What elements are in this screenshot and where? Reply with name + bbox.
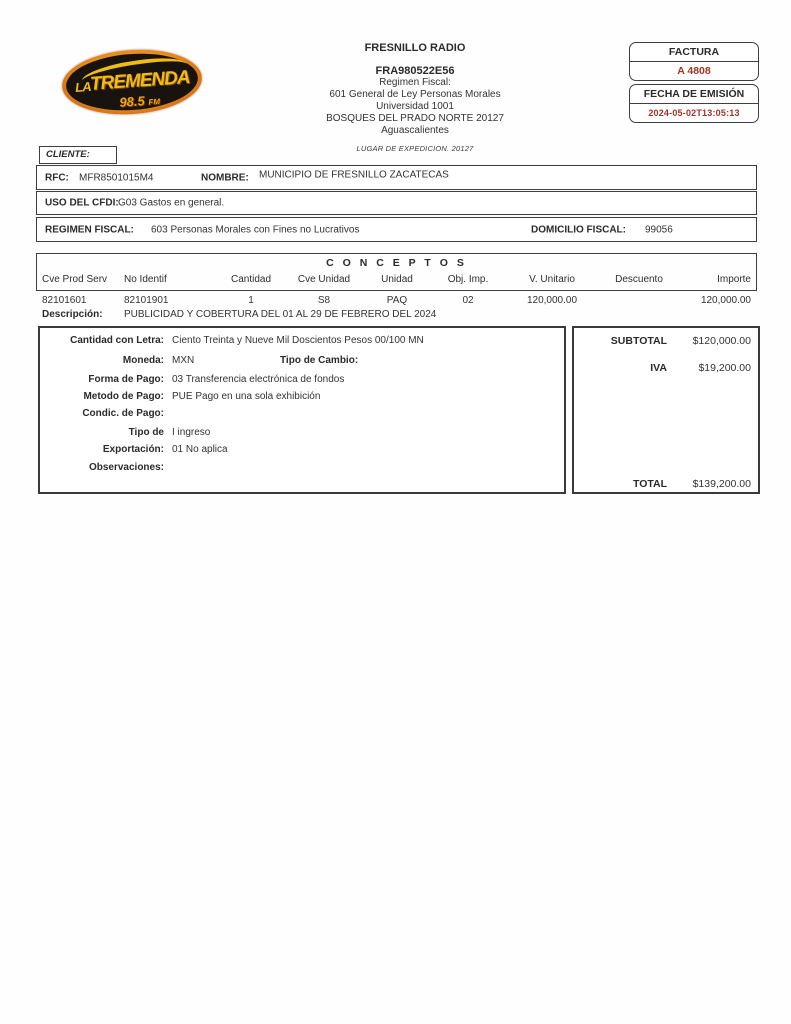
payment-row-metodo-pago: [40, 391, 564, 402]
iva-value: $19,200.00: [698, 362, 751, 374]
nombre-value: MUNICIPIO DE FRESNILLO ZACATECAS: [259, 169, 449, 180]
uso-cfdi-label: USO DEL CFDI:: [45, 197, 119, 209]
payment-row-observaciones: [40, 462, 564, 473]
cell-cantidad: 1: [248, 295, 254, 306]
conceptos-header-row: [36, 274, 757, 285]
header-no-identif: No Identif: [124, 274, 167, 285]
header-obj-imp: Obj. Imp.: [447, 274, 489, 285]
conceptos-data-row: [36, 295, 757, 306]
payment-row-cantidad-letra: [40, 335, 564, 346]
cell-cve-unidad: S8: [317, 295, 331, 306]
issuer-regimen: 601 General de Ley Personas Morales: [329, 89, 501, 100]
iva-row: [574, 362, 751, 374]
cell-obj-imp: 02: [462, 295, 474, 306]
subtotal-label: SUBTOTAL: [610, 335, 667, 347]
fecha-emision-box: [629, 84, 759, 123]
rfc-label: RFC:: [45, 172, 69, 183]
conceptos-table: [36, 253, 757, 291]
payment-row-moneda: [40, 355, 564, 366]
fecha-emision-label: FECHA DE EMISIÓN: [630, 85, 758, 104]
issuer-regimen-label: Regimen Fiscal:: [379, 77, 451, 88]
payment-row-exportacion: [40, 444, 564, 455]
nombre-label: NOMBRE:: [201, 172, 249, 183]
domicilio-fiscal-label: DOMICILIO FISCAL:: [531, 224, 626, 235]
logo-brand-la: LA: [74, 78, 92, 95]
descripcion-row: [36, 309, 757, 320]
payment-row-forma-pago: [40, 374, 564, 385]
uso-cfdi-row: [36, 191, 757, 215]
tipo-cambio-label: Tipo de Cambio:: [280, 355, 359, 366]
total-label: TOTAL: [632, 478, 667, 490]
conceptos-title: C O N C E P T O S: [326, 257, 467, 269]
regimen-fiscal-label: REGIMEN FISCAL:: [45, 224, 134, 235]
total-value: $139,200.00: [692, 478, 751, 490]
exportacion-value: 01 No aplica: [172, 444, 228, 455]
payment-row-condic-pago: [40, 408, 564, 419]
header-unidad: Unidad: [381, 274, 413, 285]
header-descuento: Descuento: [615, 274, 663, 285]
payment-details-box: [38, 326, 566, 494]
subtotal-value: $120,000.00: [692, 335, 751, 347]
logo-frequency-number: 98.5: [118, 93, 146, 110]
issuer-name: FRESNILLO RADIO: [364, 42, 466, 54]
regimen-fiscal-value: 603 Personas Morales con Fines no Lucrativos: [151, 224, 360, 235]
header-cantidad: Cantidad: [230, 274, 272, 285]
moneda-label: Moneda:: [122, 355, 164, 366]
factura-box: [629, 42, 759, 81]
exportacion-label: Exportación:: [102, 444, 164, 455]
uso-cfdi-value: G03 Gastos en general.: [118, 197, 225, 209]
cell-no-identif: 82101901: [124, 295, 169, 306]
cell-importe: 120,000.00: [700, 295, 751, 306]
iva-label: IVA: [650, 362, 667, 374]
fecha-emision-value: 2024-05-02T13:05:13: [648, 108, 740, 118]
condic-pago-label: Condic. de Pago:: [82, 408, 164, 419]
metodo-pago-value: PUE Pago en una sola exhibición: [172, 391, 321, 402]
totals-box: [572, 326, 760, 494]
logo-band: FM: [148, 97, 161, 107]
forma-pago-value: 03 Transferencia electrónica de fondos: [172, 374, 345, 385]
domicilio-fiscal-value: 99056: [645, 224, 673, 235]
station-logo: [60, 45, 204, 119]
factura-label: FACTURA: [630, 43, 758, 62]
payment-row-tipo: [40, 427, 564, 438]
factura-folio: A 4808: [677, 65, 711, 77]
issuer-address-line1: Universidad 1001: [376, 101, 454, 112]
observaciones-label: Observaciones:: [88, 462, 164, 473]
tipo-label: Tipo de: [128, 427, 164, 438]
forma-pago-label: Forma de Pago:: [88, 374, 164, 385]
moneda-value: MXN: [172, 355, 195, 366]
cell-unidad: PAQ: [386, 295, 408, 306]
descripcion-label: Descripción:: [42, 309, 103, 320]
issuer-info: [260, 42, 570, 137]
issuer-city: Aguascalientes: [381, 125, 449, 136]
tipo-value: I ingreso: [172, 427, 211, 438]
regimen-fiscal-row: [36, 217, 757, 242]
cell-v-unitario: 120,000.00: [526, 295, 578, 306]
lugar-expedicion: LUGAR DE EXPEDICION. 20127: [356, 144, 474, 153]
total-row: [574, 478, 751, 490]
issuer-rfc: FRA980522E56: [375, 65, 455, 77]
descripcion-value: PUBLICIDAD Y COBERTURA DEL 01 AL 29 DE FEBRERO DEL 2024: [124, 309, 437, 320]
metodo-pago-label: Metodo de Pago:: [83, 391, 164, 402]
rfc-value: MFR8501015M4: [79, 172, 154, 183]
header-cve-prod-serv: Cve Prod Serv: [42, 274, 108, 285]
subtotal-row: [574, 335, 751, 347]
header-importe: Importe: [717, 274, 751, 285]
issuer-address-line2: BOSQUES DEL PRADO NORTE 20127: [326, 113, 504, 124]
cell-descuento: [600, 295, 678, 306]
rfc-row: [36, 165, 757, 190]
cantidad-letra-value: Ciento Treinta y Nueve Mil Doscientos Pesos 00/100 MN: [172, 335, 424, 346]
cell-cve-prod-serv: 82101601: [42, 295, 87, 306]
cliente-tab: CLIENTE:: [39, 146, 117, 164]
logo-frequency: [119, 92, 160, 110]
logo-brand-name: TREMENDA: [89, 67, 191, 95]
cantidad-letra-label: Cantidad con Letra:: [70, 335, 164, 346]
header-v-unitario: V. Unitario: [529, 274, 575, 285]
header-cve-unidad: Cve Unidad: [297, 274, 351, 285]
